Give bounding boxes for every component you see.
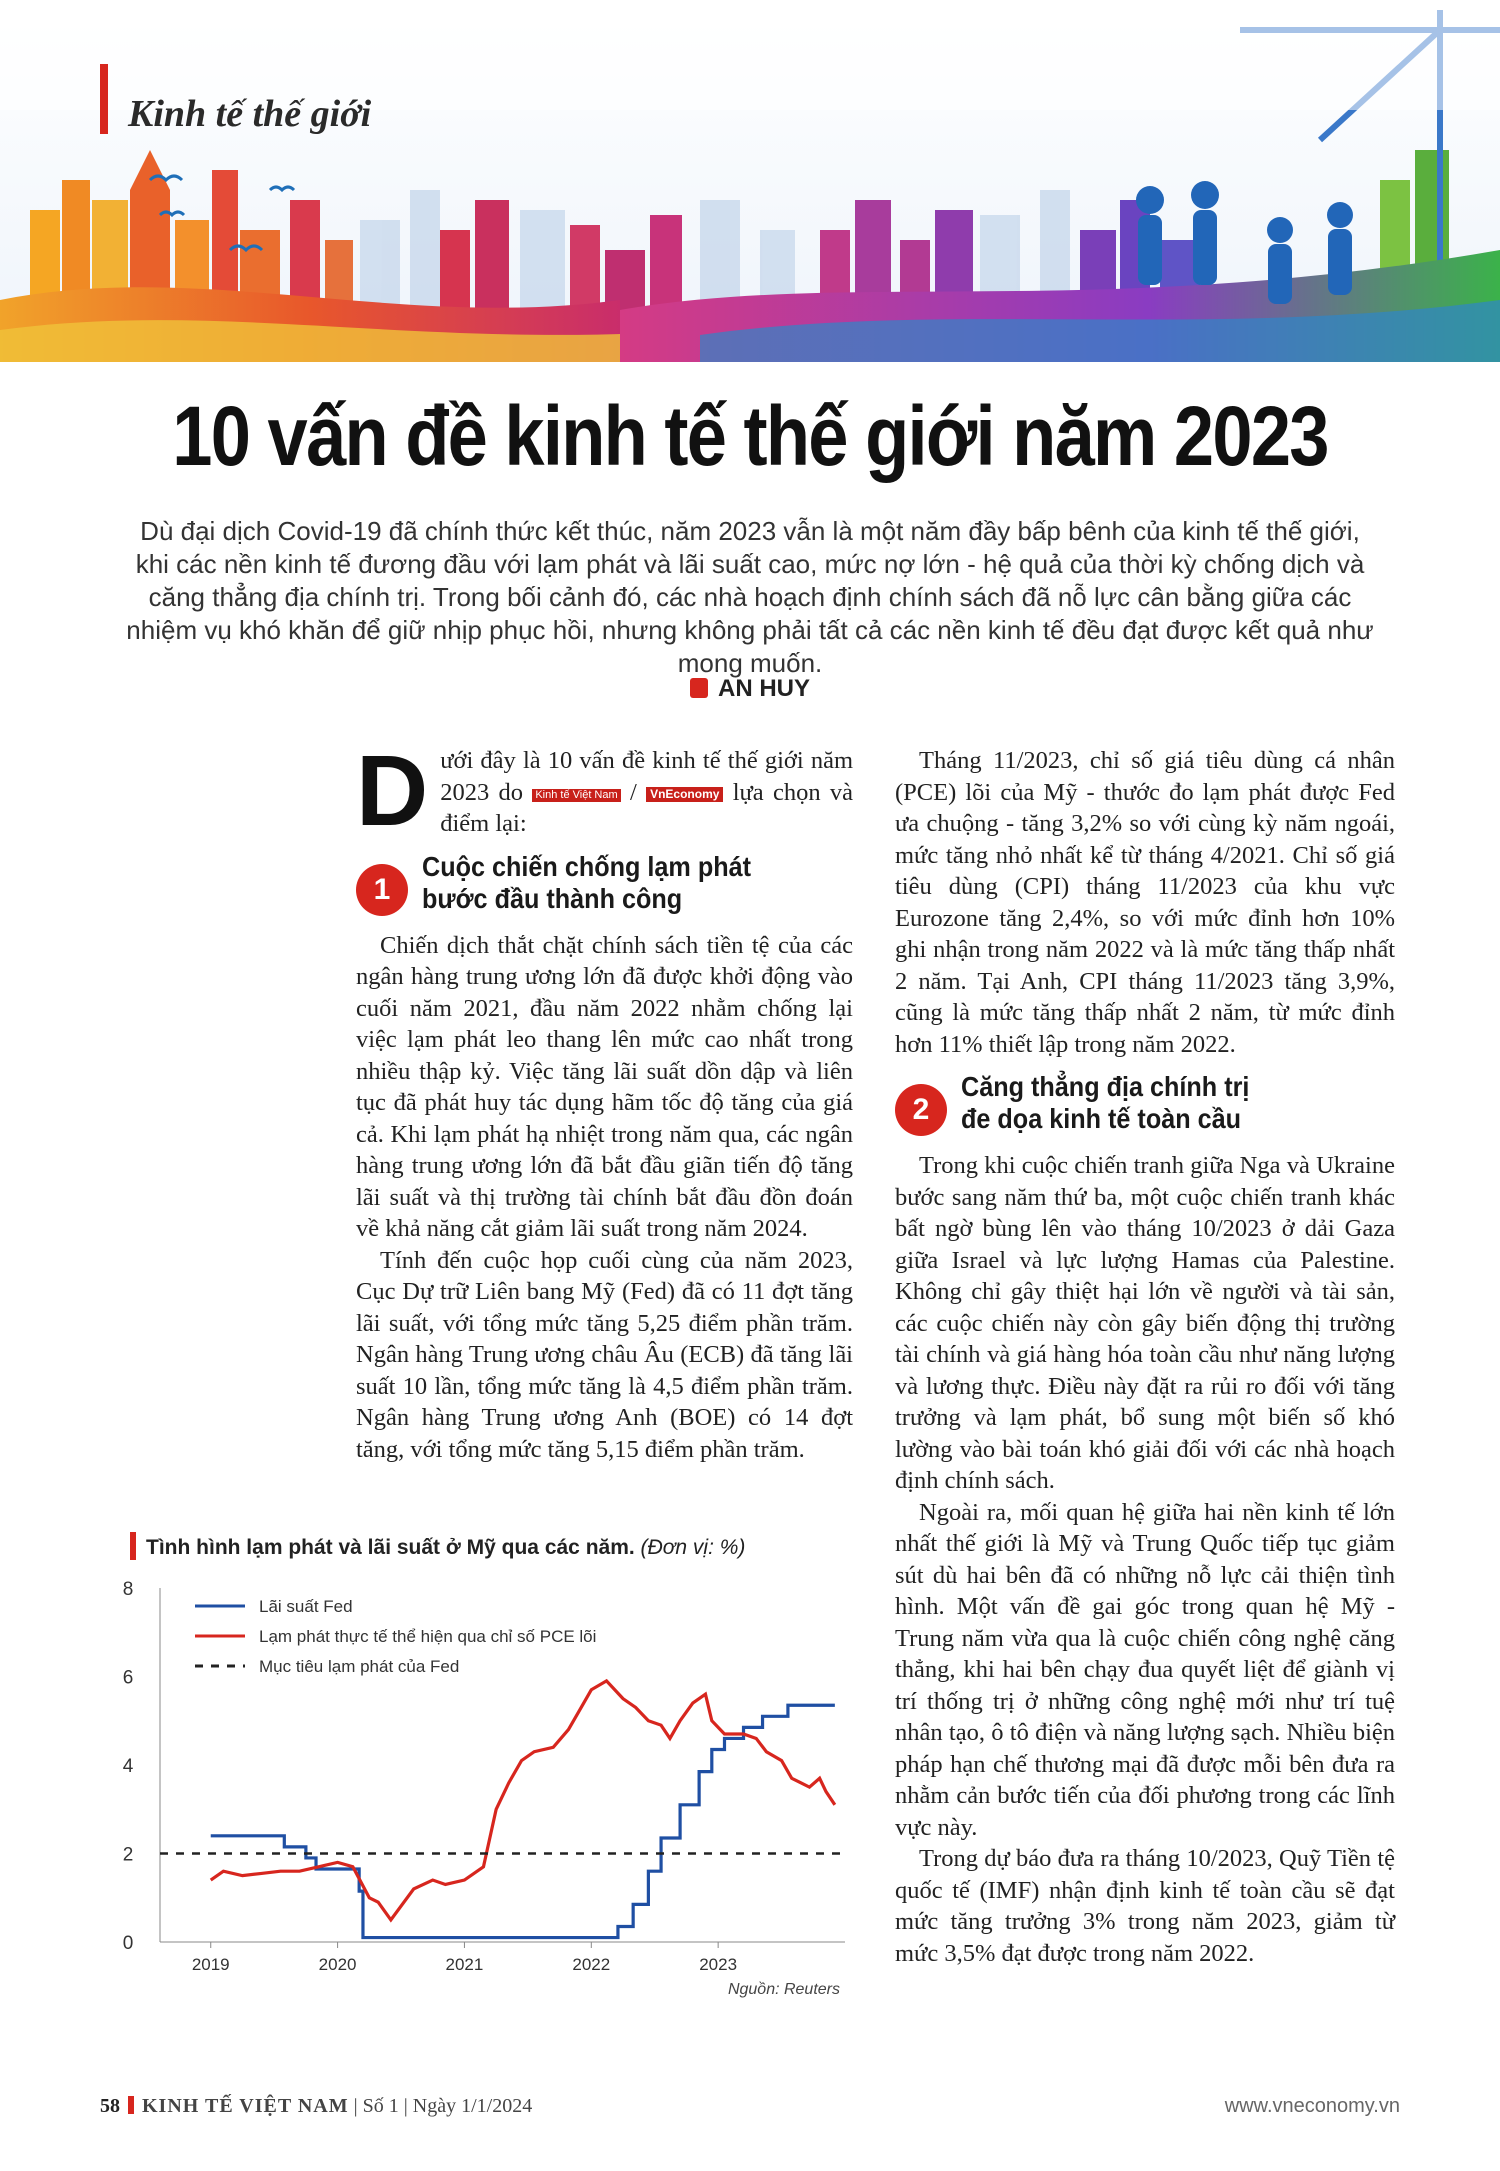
kinh-te-viet-nam-logo: Kinh tế Việt Nam xyxy=(532,789,620,802)
legend-label: Mục tiêu lạm phát của Fed xyxy=(259,1657,460,1676)
vneconomy-logo: VnEconomy xyxy=(646,787,723,802)
y-tick-label: 6 xyxy=(122,1667,134,1689)
legend-label: Lạm phát thực tế thể hiện qua chỉ số PCE lõi xyxy=(259,1627,597,1646)
header-banner xyxy=(0,0,1500,362)
website-url: www.vneconomy.vn xyxy=(1224,2095,1400,2117)
inflation-interest-chart xyxy=(100,1570,860,2010)
body-paragraph: Tính đến cuộc họp cuối cùng của năm 2023, Cục Dự trữ Liên bang Mỹ (Fed) đã có 11 đợt tăng lãi suất, với tổng mức tăng 5,25 điểm phần trăm. Ngân hàng Trung ương châu Âu (ECB) đã tăng lãi suất 10 lần, tổng mức tăng là 4,5 điểm phần trăm. Ngân hàng Trung ương Anh (BOE) có 14 đợt tăng, với tổng mức tăng 5,15 điểm phần trăm. xyxy=(356,1246,853,1463)
y-tick-label: 4 xyxy=(122,1756,134,1777)
author-name: AN HUY xyxy=(717,675,810,702)
page-footer: 58 KINH TẾ VIỆT NAM | Số 1 | Ngày 1/1/2024 www.vneconomy.vn xyxy=(100,2095,1400,2117)
x-tick-label: 2022 xyxy=(572,1955,611,1974)
legend-label: Lãi suất Fed xyxy=(259,1597,353,1616)
chart-title-unit: (Đơn vị: %) xyxy=(640,1536,746,1559)
y-tick-label: 2 xyxy=(122,1844,134,1866)
body-paragraph: Chiến dịch thắt chặt chính sách tiền tệ của các ngân hàng trung ương lớn đã được khởi động vào cuối năm 2021, đầu năm 2022 nhằm chống lại việc lạm phát leo thang lên mức cao nhất trong nhiều thập kỷ. Việc tăng lãi suất dồn dập và liên tục đã phát huy tác dụng hãm tốc độ tăng của giá cả. Khi lạm phát hạ nhiệt trong năm qua, các ngân hàng trung ương lớn đã bắt đầu giãn tiến độ tăng lãi suất và thị trường tài chính bắt đầu đồn đoán về khả năng cắt giảm lãi suất trong năm 2024. xyxy=(356,931,853,1242)
body-paragraph: Ngoài ra, mối quan hệ giữa hai nền kinh tế lớn nhất thế giới là Mỹ và Trung Quốc tiếp tục giảm sút dù hai bên đã có những nỗ lực cải thiện tình hình. Một vấn đề gai góc trong quan hệ Mỹ - Trung năm vừa qua là cuộc chiến công nghệ căng thẳng, khi hai bên chạy đua quyết liệt để giành vị trí thống trị ở những công nghệ mới như trí tuệ nhân tạo, ô tô điện và năng lượng sạch. Nhiều biện pháp hạn chế thương mại đã được mỗi bên đưa ra nhằm cản bước tiến của đối phương trong các lĩnh vực này. xyxy=(895,1498,1395,1841)
section-heading-1 xyxy=(356,850,853,916)
issue-date: Ngày 1/1/2024 xyxy=(412,2095,533,2117)
section-heading-2 xyxy=(895,1070,1395,1136)
left-column xyxy=(356,735,854,1465)
pen-icon xyxy=(690,678,708,698)
intro-paragraph: Dưới đây là 10 vấn đề kinh tế thế giới năm 2023 do Kinh tế Việt Nam / VnEconomy lựa chọn và điểm lại: xyxy=(356,735,854,847)
x-tick-label: 2021 xyxy=(445,1955,484,1974)
drop-cap: D xyxy=(356,735,429,847)
section-accent-bar xyxy=(100,64,108,134)
heading-text: Cuộc chiến chống lạm phát bước đầu thành công xyxy=(422,850,752,914)
body-paragraph: Trong khi cuộc chiến tranh giữa Nga và Ukraine bước sang năm thứ ba, một cuộc chiến tranh khác bất ngờ bùng lên vào tháng 10/2023 ở dải Gaza giữa Israel và lực lượng Hamas của Palestine. Không chỉ gây thiệt hại lớn về người và tài sản, các cuộc chiến này còn gây biến động thị trường tài chính và giá hàng hóa toàn cầu như năng lượng và lương thực. Điều này đặt ra rủi ro đối với tăng trưởng và lạm phát, bổ sung một biến số khó lường vào bài toán khó giải đối với các nhà hoạch định chính sách. xyxy=(895,1152,1395,1494)
chart-title-main: Tình hình lạm phát và lãi suất ở Mỹ qua các năm. xyxy=(146,1536,635,1559)
heading-number-badge: 2 xyxy=(895,1084,947,1136)
author-byline xyxy=(0,675,1500,703)
chart-svg xyxy=(100,1570,860,2010)
x-tick-label: 2020 xyxy=(318,1955,357,1974)
series-line-pce-core xyxy=(211,1681,835,1920)
issue-number: Số 1 xyxy=(362,2095,399,2117)
article-title: 10 vấn đề kinh tế thế giới năm 2023 xyxy=(172,389,1328,483)
right-column xyxy=(895,745,1395,1969)
y-tick-label: 0 xyxy=(122,1933,134,1954)
body-paragraph: Tháng 11/2023, chỉ số giá tiêu dùng cá nhân (PCE) lõi của Mỹ - thước đo lạm phát được Fed ưa chuộng - tăng 3,2% so với cùng kỳ năm ngoái, mức tăng nhỏ nhất kể từ tháng 4/2021. Chỉ số giá tiêu dùng (CPI) tháng 11/2023 của khu vực Eurozone tăng 2,4%, so với mức đỉnh hơn 10% ghi nhận trong năm 2022 và là mức tăng thấp nhất 2 năm. Tại Anh, CPI tháng 11/2023 tăng 3,9%, cũng là mức tăng thấp nhất 2 năm, từ mức đỉnh hơn 11% thiết lập trong năm 2022. xyxy=(895,747,1395,1058)
y-tick-label: 8 xyxy=(122,1579,134,1600)
chart-source: Nguồn: Reuters xyxy=(727,1981,840,1998)
article-lead: Dù đại dịch Covid-19 đã chính thức kết thúc, năm 2023 vẫn là một năm đầy bấp bênh của kinh tế thế giới, khi các nền kinh tế đương đầu với lạm phát và lãi suất cao, mức nợ lớn - hệ quả của thời kỳ chống dịch và căng thẳng địa chính trị. Trong bối cảnh đó, các nhà hoạch định chính sách đã nỗ lực cân bằng giữa các nhiệm vụ khó khăn để giữ nhịp phục hồi, nhưng không phải tất cả các nền kinh tế đều đạt được kết quả như mong muốn. xyxy=(126,516,1374,678)
body-paragraph: Trong dự báo đưa ra tháng 10/2023, Quỹ Tiền tệ quốc tế (IMF) nhận định kinh tế toàn cầu sẽ đạt mức tăng trưởng 3% trong năm 2023, giảm từ mức 3,5% đạt được trong năm 2022. xyxy=(895,1845,1395,1967)
chart-title xyxy=(130,1536,745,1560)
section-label: Kinh tế thế giới xyxy=(128,93,372,135)
heading-text: Căng thẳng địa chính trị đe dọa kinh tế toàn cầu xyxy=(961,1071,1250,1134)
x-tick-label: 2019 xyxy=(191,1955,230,1974)
series-line-fed-rate xyxy=(211,1705,835,1937)
page-number: 58 xyxy=(100,2095,120,2117)
magazine-name: KINH TẾ VIỆT NAM xyxy=(142,2095,349,2117)
heading-number-badge: 1 xyxy=(356,864,408,916)
footer-accent-mark xyxy=(128,2096,134,2114)
city-skyline-illustration xyxy=(0,0,1500,362)
x-tick-label: 2023 xyxy=(699,1955,738,1974)
